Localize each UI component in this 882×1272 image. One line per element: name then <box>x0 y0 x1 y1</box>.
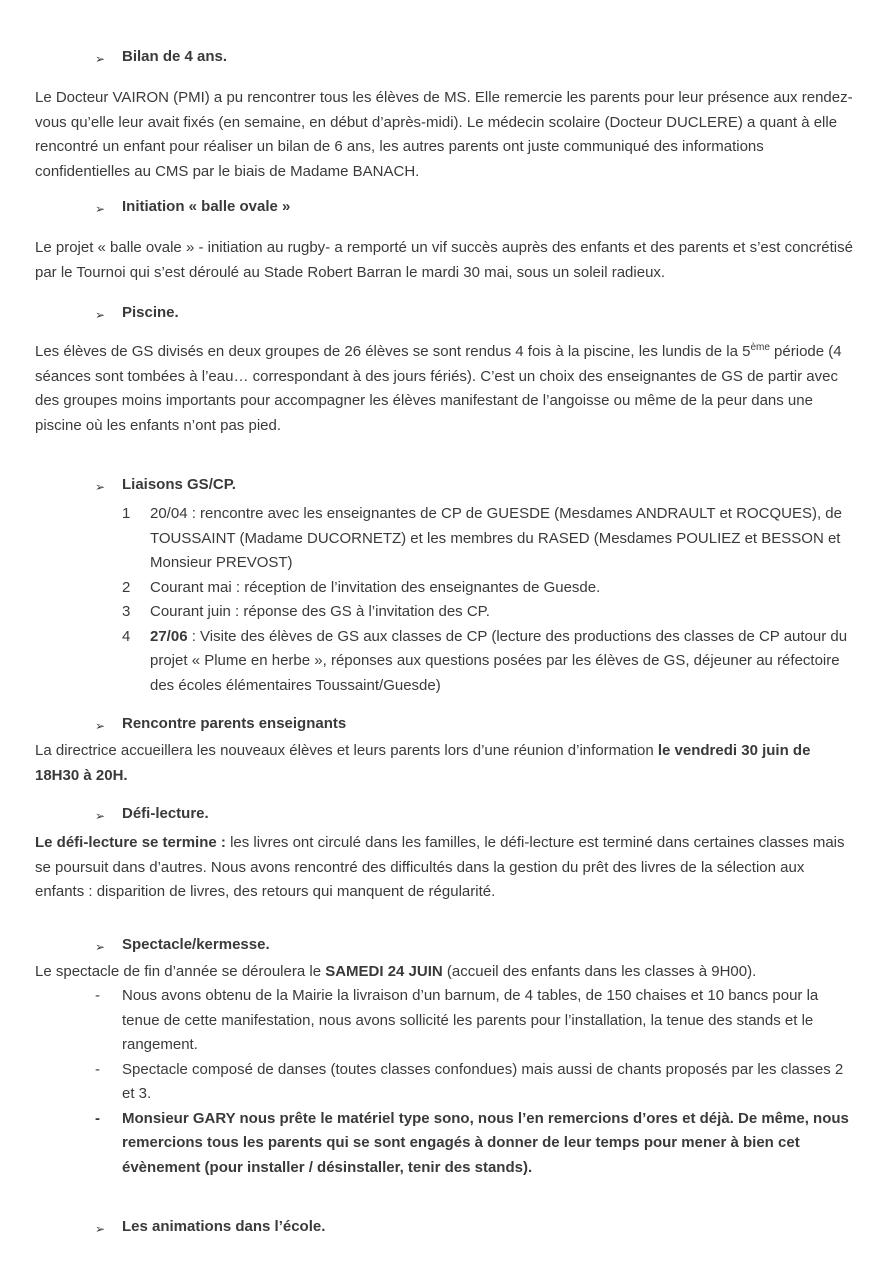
piscine-text-after-superscript: période (4 séances sont tombées à l’eau… correspondant à des jours fériés). C’est un choix des enseignantes de GS de partir avec des groupes moins importants pour accompagner les élèves manifestant de l’angoisse ou même de la peur dans une piscine où les enfants n’ont pas pied. <box>35 343 842 434</box>
arrow-bullet-icon: ➢ <box>95 308 106 322</box>
list-item-number: 2 <box>122 578 131 596</box>
numbered-list-item <box>35 502 854 576</box>
paragraph-balle-ovale: Le projet « balle ovale » - initiation au rugby- a remporté un vif succès auprès des enfants et des parents et s’est concrétisé par le Tournoi qui s’est déroulé au Stade Robert Barran le mardi 30 mai, sous un soleil radieux. <box>35 239 853 281</box>
numbered-list-item <box>35 600 854 625</box>
heading-text: Spectacle/kermesse. <box>122 935 270 953</box>
list-item-bold-text: 27/06 <box>150 627 188 645</box>
spectacle-bold-date: SAMEDI 24 JUIN <box>325 962 443 980</box>
heading-rencontre-parents <box>35 713 854 737</box>
heading-text: Les animations dans l’école. <box>122 1218 326 1235</box>
numbered-list-item <box>35 576 854 601</box>
list-item-number: 4 <box>122 627 131 645</box>
rencontre-bold-text: le vendredi 30 juin de 18H30 à 20H. <box>35 742 811 784</box>
list-item-plain-text: Courant juin : réponse des GS à l’invitation des CP. <box>150 603 490 620</box>
heading-text: Piscine. <box>122 304 179 321</box>
list-item-text: Monsieur GARY nous prête le matériel type sono, nous l’en remercions d’ores et déjà. De même, nous remercions tous les parents qui se sont engagés à donner de leur temps pour mener à bien cet évènement (pour installer / désinstaller, tenir des stands). <box>122 1109 849 1176</box>
list-item-text: Spectacle composé de danses (toutes classes confondues) mais aussi de chants proposés par les classes 2 et 3. <box>122 1060 844 1102</box>
arrow-bullet-icon: ➢ <box>95 809 106 823</box>
list-item-text <box>150 600 854 625</box>
spectacle-plain-text-1: Le spectacle de fin d’année se déroulera le <box>35 962 326 980</box>
list-item-number: 3 <box>122 603 131 620</box>
spectacle-plain-text-2: (accueil des enfants dans les classes à 9H00). <box>442 962 757 980</box>
arrow-bullet-icon: ➢ <box>95 480 106 494</box>
arrow-bullet-icon: ➢ <box>95 1222 106 1236</box>
list-item-text <box>150 502 854 576</box>
list-item-plain-text: : Visite des élèves de GS aux classes de CP (lecture des productions des classes de CP autour du projet « Plume en herbe », réponses aux questions posées par les élèves de GS, déjeuner au réfectoire des écoles élémentaires Toussaint/Guesde) <box>150 627 848 694</box>
heading-text: Initiation « balle ovale » <box>122 198 291 215</box>
dash-list-item <box>35 1107 854 1181</box>
heading-text: Rencontre parents enseignants <box>122 715 347 732</box>
rencontre-plain-text: La directrice accueillera les nouveaux élèves et leurs parents lors d’une réunion d’information <box>35 742 658 759</box>
dash-bullet: - <box>95 987 100 1004</box>
arrow-bullet-icon: ➢ <box>95 52 106 66</box>
numbered-list-item <box>35 625 854 699</box>
list-item-text <box>150 625 854 699</box>
defi-plain-text: les livres ont circulé dans les familles, le défi-lecture est terminé dans certaines classes mais se poursuit dans d’autres. Nous avons rencontré des difficultés dans la gestion du prêt des livres de la sélection aux enfants : disparition de livres, des retours qui manquent de régularité. <box>35 834 845 900</box>
paragraph-defi-lecture <box>35 831 854 905</box>
paragraph-bilan: Le Docteur VAIRON (PMI) a pu rencontrer tous les élèves de MS. Elle remercie les parents pour leur présence aux rendez-vous qu’elle leur avait fixés (en semaine, en début d’après-midi). Le médecin scolaire (Docteur DUCLERE) a quant à elle rencontré un enfant pour réaliser un bilan de 6 ans, les autres parents ont juste communiqué des informations confidentielles au CMS par le biais de Madame BANACH. <box>35 89 853 180</box>
list-item-number: 1 <box>122 505 131 522</box>
heading-piscine <box>35 302 854 326</box>
list-item-plain-text: Courant mai : réception de l’invitation des enseignantes de Guesde. <box>150 578 601 596</box>
dash-bullet: - <box>95 1060 100 1078</box>
dash-list-item <box>35 984 854 1058</box>
heading-text: Défi-lecture. <box>122 805 209 822</box>
arrow-bullet-icon: ➢ <box>95 719 106 733</box>
list-item-text: Nous avons obtenu de la Mairie la livraison d’un barnum, de 4 tables, de 150 chaises et 10 bancs pour la tenue de cette manifestation, nous avons sollicité les parents pour l’installation, la tenue des stands et le rangement. <box>122 987 819 1053</box>
heading-balle-ovale <box>35 196 854 220</box>
heading-bilan-4-ans <box>35 46 854 70</box>
paragraph-spectacle-intro <box>35 960 854 985</box>
dash-list-item <box>35 1058 854 1107</box>
heading-liaisons-gs-cp <box>35 474 854 498</box>
list-item-plain-text: 20/04 : rencontre avec les enseignantes de CP de GUESDE (Mesdames ANDRAULT et ROCQUES), de TOUSSAINT (Madame DUCORNETZ) et les membres du RASED (Mesdames POULIEZ et BESSON et Monsieur PREVOST) <box>150 505 842 571</box>
heading-animations-ecole <box>35 1216 854 1240</box>
piscine-text-before-superscript: Les élèves de GS divisés en deux groupes de 26 élèves se sont rendus 4 fois à la piscine, les lundis de la 5 <box>35 343 751 360</box>
defi-bold-text: Le défi-lecture se termine : <box>35 834 226 851</box>
paragraph-piscine <box>35 340 854 438</box>
paragraph-rencontre <box>35 739 854 788</box>
arrow-bullet-icon: ➢ <box>95 202 106 216</box>
dash-bullet: - <box>95 1109 100 1127</box>
list-item-text <box>150 576 854 601</box>
heading-spectacle-kermesse <box>35 934 854 958</box>
arrow-bullet-icon: ➢ <box>95 939 106 954</box>
heading-text: Liaisons GS/CP. <box>122 476 236 493</box>
heading-text: Bilan de 4 ans. <box>122 48 228 65</box>
ordinal-superscript: ème <box>750 342 770 353</box>
heading-defi-lecture <box>35 803 854 827</box>
